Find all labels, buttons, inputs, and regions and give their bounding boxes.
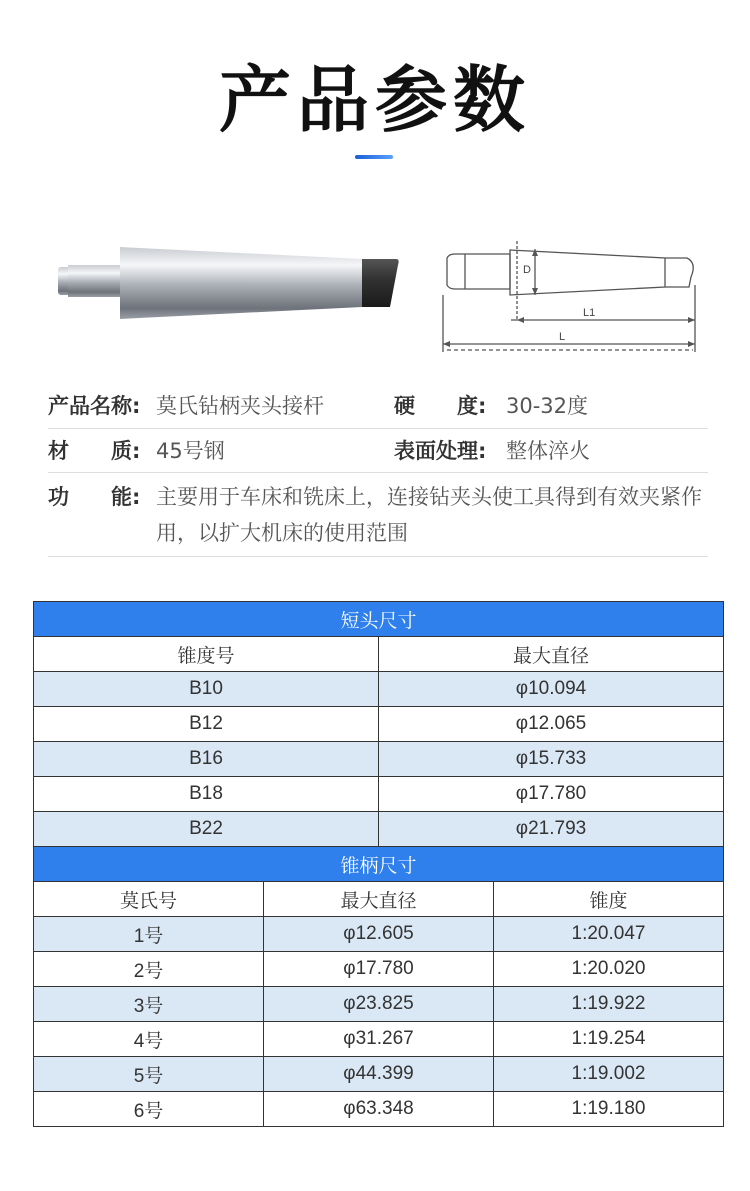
material-label: 材 质:: [48, 439, 141, 463]
table-cell: 1:19.180: [494, 1092, 724, 1127]
table-cell: φ23.825: [264, 987, 494, 1022]
table-row: [34, 952, 724, 987]
table-cell: B10: [34, 672, 379, 707]
table-row: [34, 1057, 724, 1092]
table-cell: B16: [34, 742, 379, 777]
table-cell: 5号: [34, 1057, 264, 1092]
table-row: [34, 1092, 724, 1127]
table-row: [34, 777, 724, 812]
table-cell: 1:19.254: [494, 1022, 724, 1057]
column-header: 锥度: [494, 882, 724, 917]
table-cell: 3号: [34, 987, 264, 1022]
table-row: [34, 812, 724, 847]
table-cell: B12: [34, 707, 379, 742]
hardness-value: 30-32度: [506, 394, 589, 418]
table-row: [34, 987, 724, 1022]
product-name-label: 产品名称:: [48, 394, 141, 418]
short-table-title: 短头尺寸: [34, 602, 724, 637]
dimension-drawing: [435, 225, 710, 360]
function-value: 主要用于车床和铣床上，连接钻夹头使工具得到有效夹紧作用，以扩大机床的使用范围: [156, 485, 702, 545]
table-cell: 4号: [34, 1022, 264, 1057]
table-cell: 1:20.020: [494, 952, 724, 987]
table-cell: B22: [34, 812, 379, 847]
table-cell: B18: [34, 777, 379, 812]
table-cell: 1:20.047: [494, 917, 724, 952]
table-row: [34, 742, 724, 777]
table-row: [34, 1022, 724, 1057]
table-cell: φ10.094: [379, 672, 724, 707]
hardness-label: 硬 度:: [394, 394, 487, 418]
table-cell: 6号: [34, 1092, 264, 1127]
table-row: [34, 917, 724, 952]
table-cell: φ17.780: [379, 777, 724, 812]
l-label: L: [559, 331, 566, 343]
title-accent-bar: [355, 155, 393, 159]
surface-value: 整体淬火: [506, 439, 590, 463]
page-title: 产品参数: [218, 58, 531, 142]
table-cell: 1号: [34, 917, 264, 952]
table-cell: φ12.065: [379, 707, 724, 742]
table-cell: φ15.733: [379, 742, 724, 777]
table-cell: 1:19.002: [494, 1057, 724, 1092]
table-cell: φ17.780: [264, 952, 494, 987]
material-value: 45号钢: [156, 439, 225, 463]
divider: [48, 556, 708, 557]
table-cell: 1:19.922: [494, 987, 724, 1022]
column-header: 莫氏号: [34, 882, 264, 917]
product-image: [40, 225, 410, 345]
table-cell: φ63.348: [264, 1092, 494, 1127]
table-cell: 2号: [34, 952, 264, 987]
taper-shank-table: [33, 846, 724, 1127]
table-cell: φ31.267: [264, 1022, 494, 1057]
divider: [48, 472, 708, 473]
short-head-table: [33, 601, 724, 847]
divider: [48, 428, 708, 429]
table-row: [34, 707, 724, 742]
column-header: 锥度号: [34, 637, 379, 672]
surface-label: 表面处理:: [394, 439, 487, 463]
table-row: [34, 672, 724, 707]
column-header: 最大直径: [379, 637, 724, 672]
column-header: 最大直径: [264, 882, 494, 917]
table-cell: φ21.793: [379, 812, 724, 847]
table-cell: φ44.399: [264, 1057, 494, 1092]
taper-table-title: 锥柄尺寸: [34, 847, 724, 882]
table-cell: φ12.605: [264, 917, 494, 952]
l1-label: L1: [583, 307, 596, 319]
product-name-value: 莫氏钻柄夹头接杆: [156, 394, 324, 418]
d-label: D: [523, 264, 531, 276]
function-label: 功 能:: [48, 485, 141, 509]
